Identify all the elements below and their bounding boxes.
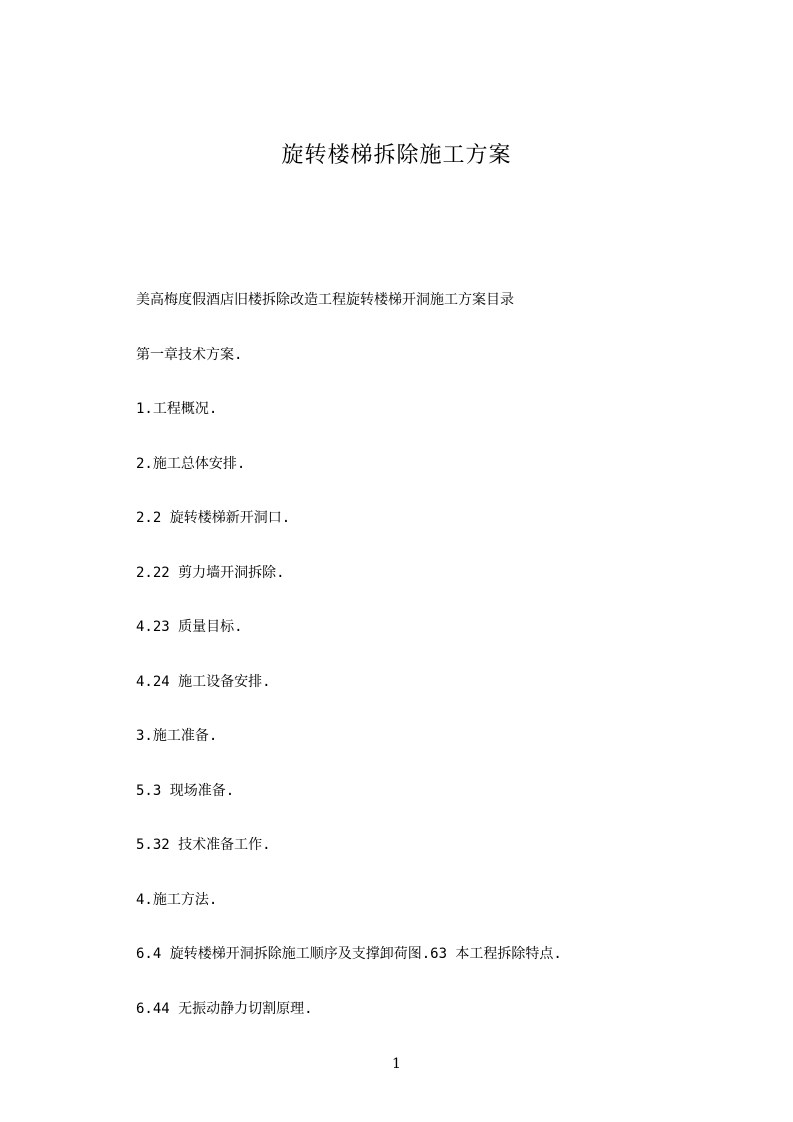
toc-entry: 2.22 剪力墙开洞拆除. [136, 564, 285, 581]
toc-entry: 3.施工准备. [136, 728, 218, 744]
toc-entry: 2.2 旋转楼梯新开洞口. [136, 510, 291, 526]
toc-entry: 美高梅度假酒店旧楼拆除改造工程旋转楼梯开洞施工方案目录 [136, 292, 514, 308]
toc-entry: 4.23 质量目标. [136, 619, 243, 635]
toc-entry: 6.44 无振动静力切割原理. [136, 1000, 313, 1017]
page-number: 1 [392, 1056, 401, 1072]
toc-entry: 4.施工方法. [136, 891, 218, 908]
document-title: 旋转楼梯拆除施工方案 [281, 143, 512, 168]
toc-entry: 1.工程概况. [136, 401, 218, 417]
toc-entry: 6.4 旋转楼梯开洞拆除施工顺序及支撑卸荷图.63 本工程拆除特点. [136, 946, 562, 962]
table-of-contents [136, 289, 736, 1052]
toc-entry: 第一章技术方案. [136, 346, 243, 363]
toc-entry: 5.32 技术准备工作. [136, 837, 271, 853]
toc-entry: 4.24 施工设备安排. [136, 673, 271, 690]
toc-entry: 5.3 现场准备. [136, 782, 235, 799]
toc-entry: 2.施工总体安排. [136, 455, 246, 472]
